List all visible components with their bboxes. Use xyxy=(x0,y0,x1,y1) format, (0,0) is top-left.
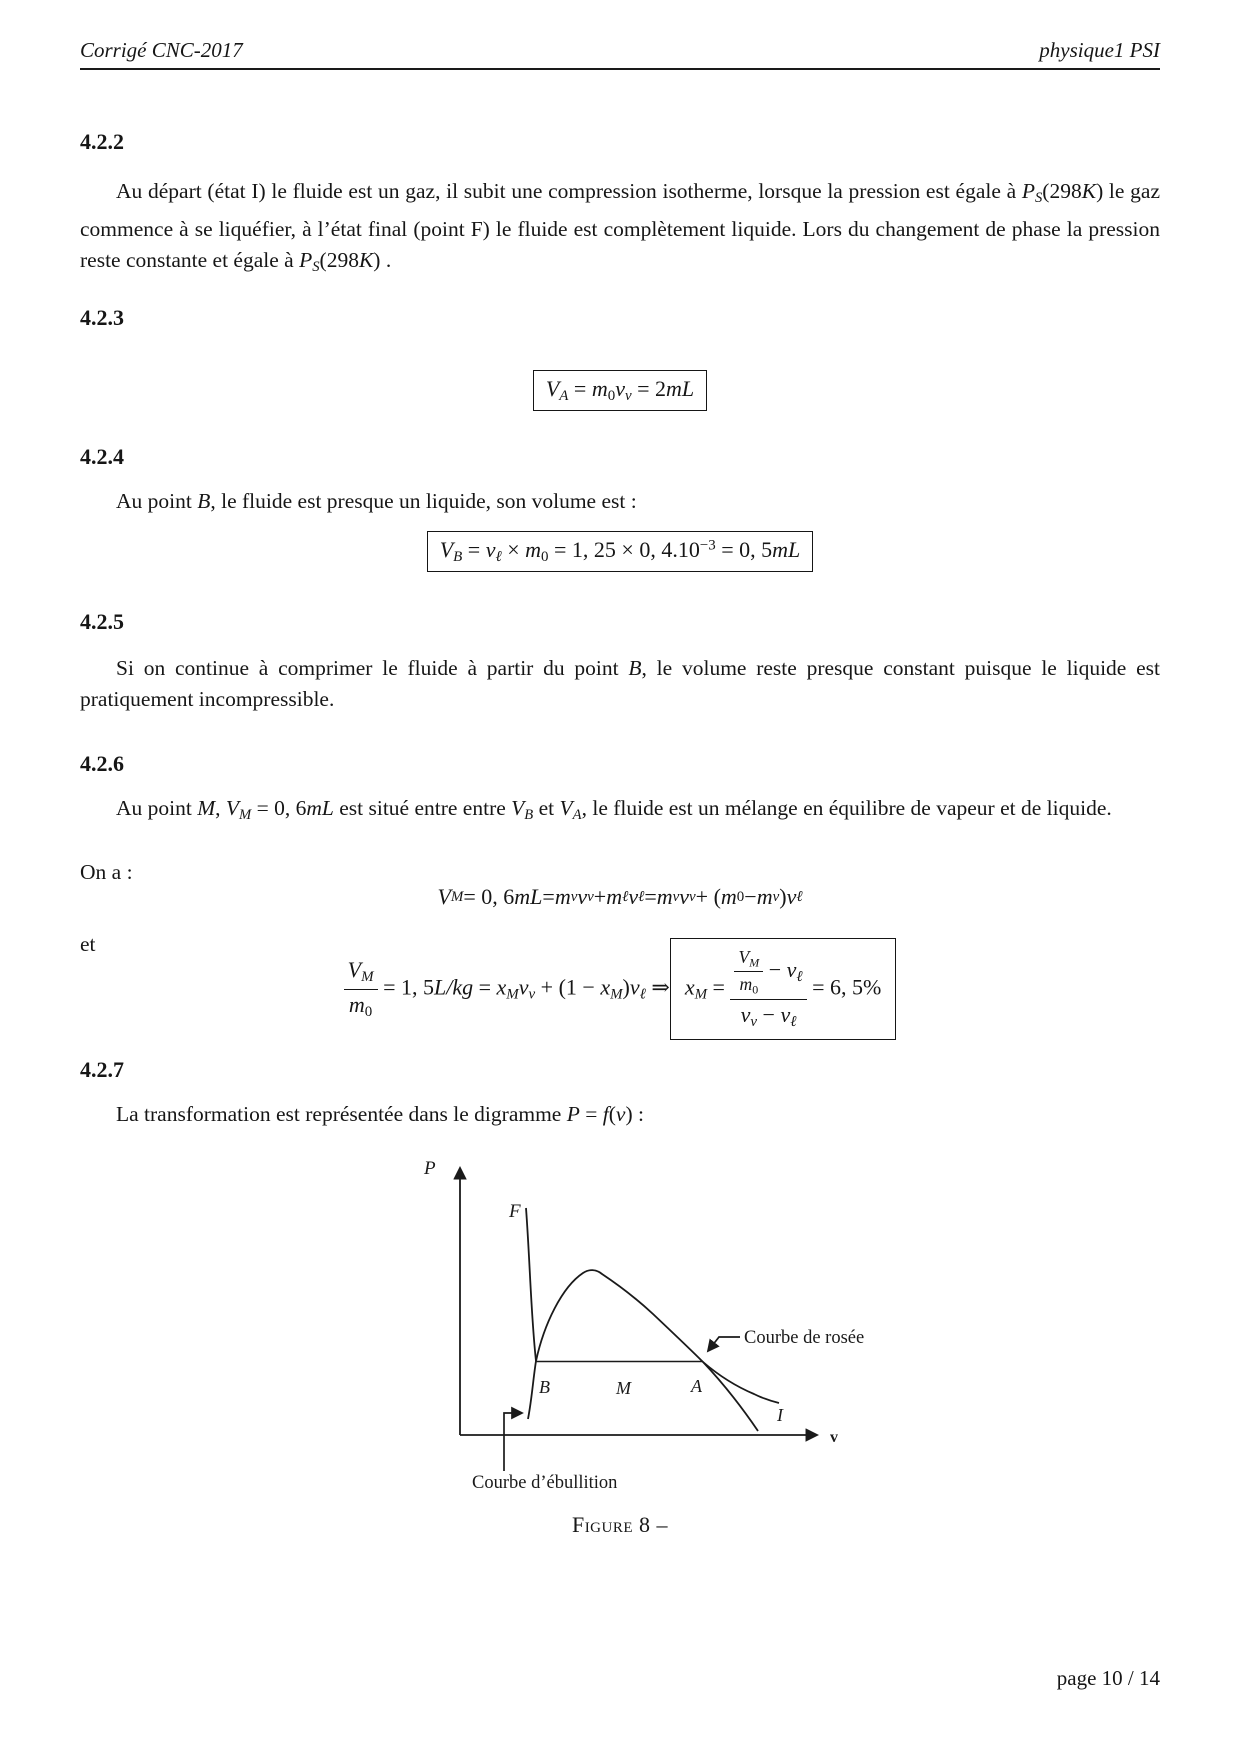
boxed-formula-xm: xM = $\frac{VM}{m0}$ − νℓ νv − νℓ = 6, 5% xyxy=(670,938,897,1041)
boiling-curve-arrow xyxy=(504,1413,522,1471)
point-a-label: A xyxy=(691,1376,702,1396)
section-heading-4-2-6: 4.2.6 xyxy=(80,751,124,776)
p-axis-label: P xyxy=(424,1158,436,1179)
et-line: et xyxy=(80,932,96,956)
page-number: page 10 / 14 xyxy=(1056,1666,1160,1690)
paragraph-4-2-5: Si on continue à comprimer le fluide à partir du point B, le volume reste presque constant puisque le liquide est pratiquement incompressible. xyxy=(80,656,1160,711)
on-a-line: On a : xyxy=(80,860,133,884)
pv-diagram-figure xyxy=(380,1140,880,1492)
boxed-formula-vb: VB = νℓ × m0 = 1, 25 × 0, $4.10^{-3} = 0$, 5mL xyxy=(427,531,814,572)
point-f-label: F xyxy=(509,1201,521,1222)
equation-xm xyxy=(80,946,1160,1032)
liquid-isotherm-curve xyxy=(526,1208,536,1361)
dew-curve-label: Courbe de rosée xyxy=(744,1328,865,1348)
section-heading-4-2-5: 4.2.5 xyxy=(80,609,124,634)
paragraph-4-2-4: Au point B, le fluide est presque un liquide, son volume est : xyxy=(116,489,637,513)
point-b-label: B xyxy=(539,1377,550,1397)
section-heading-4-2-7: 4.2.7 xyxy=(80,1057,124,1082)
header-rule xyxy=(80,68,1160,70)
page-header xyxy=(80,38,1160,63)
section-heading-4-2-4: 4.2.4 xyxy=(80,444,124,469)
boiling-curve-label: Courbe d’ébullition xyxy=(472,1473,618,1492)
equation-xm-left: $\frac{VM}{m0}$ = 1, 5L/kg = xMνv + (1 − xM)νℓ ⇒ xyxy=(344,957,670,1022)
boxed-formula-va: VA = m0νv = 2mL xyxy=(533,370,707,411)
point-i-label: I xyxy=(777,1405,783,1425)
header-left-title: Corrigé CNC-2017 xyxy=(80,38,243,62)
saturation-dome-curve xyxy=(528,1270,758,1431)
figure-caption: Figure 8 – xyxy=(571,1512,669,1537)
v-axis-label: v xyxy=(830,1429,838,1446)
equation-vm: V M = 0, 6 mL = m v ν v + m ℓ ν ℓ = m v ν v + ( m 0 − m v ) ν ℓ xyxy=(437,884,803,909)
paragraph-4-2-6: Au point M, VM = 0, 6mL est situé entre entre VB et VA, le fluide est un mélange en équilibre de vapeur et de liquide. xyxy=(116,796,1112,824)
equation-va xyxy=(80,370,1160,411)
equation-vb xyxy=(80,531,1160,572)
paragraph-4-2-2: Au départ (état I) le fluide est un gaz, il subit une compression isotherme, lorsque la pression est égale à PS(298K) le gaz commence à se liquéfier, à l’état final (point F) le fluide est complètement liquide. Lors du changement de phase la pression reste constante et égale à PS(298K) . xyxy=(80,179,1160,276)
dew-curve-arrow xyxy=(708,1337,740,1351)
paragraph-4-2-7: La transformation est représentée dans le digramme P = f(ν) : xyxy=(116,1102,644,1126)
gas-isotherm-curve xyxy=(703,1362,779,1403)
section-heading-4-2-2: 4.2.2 xyxy=(80,129,124,154)
section-heading-4-2-3: 4.2.3 xyxy=(80,305,124,330)
header-right-title: physique1 PSI xyxy=(1039,38,1160,62)
point-m-label: M xyxy=(616,1378,631,1398)
